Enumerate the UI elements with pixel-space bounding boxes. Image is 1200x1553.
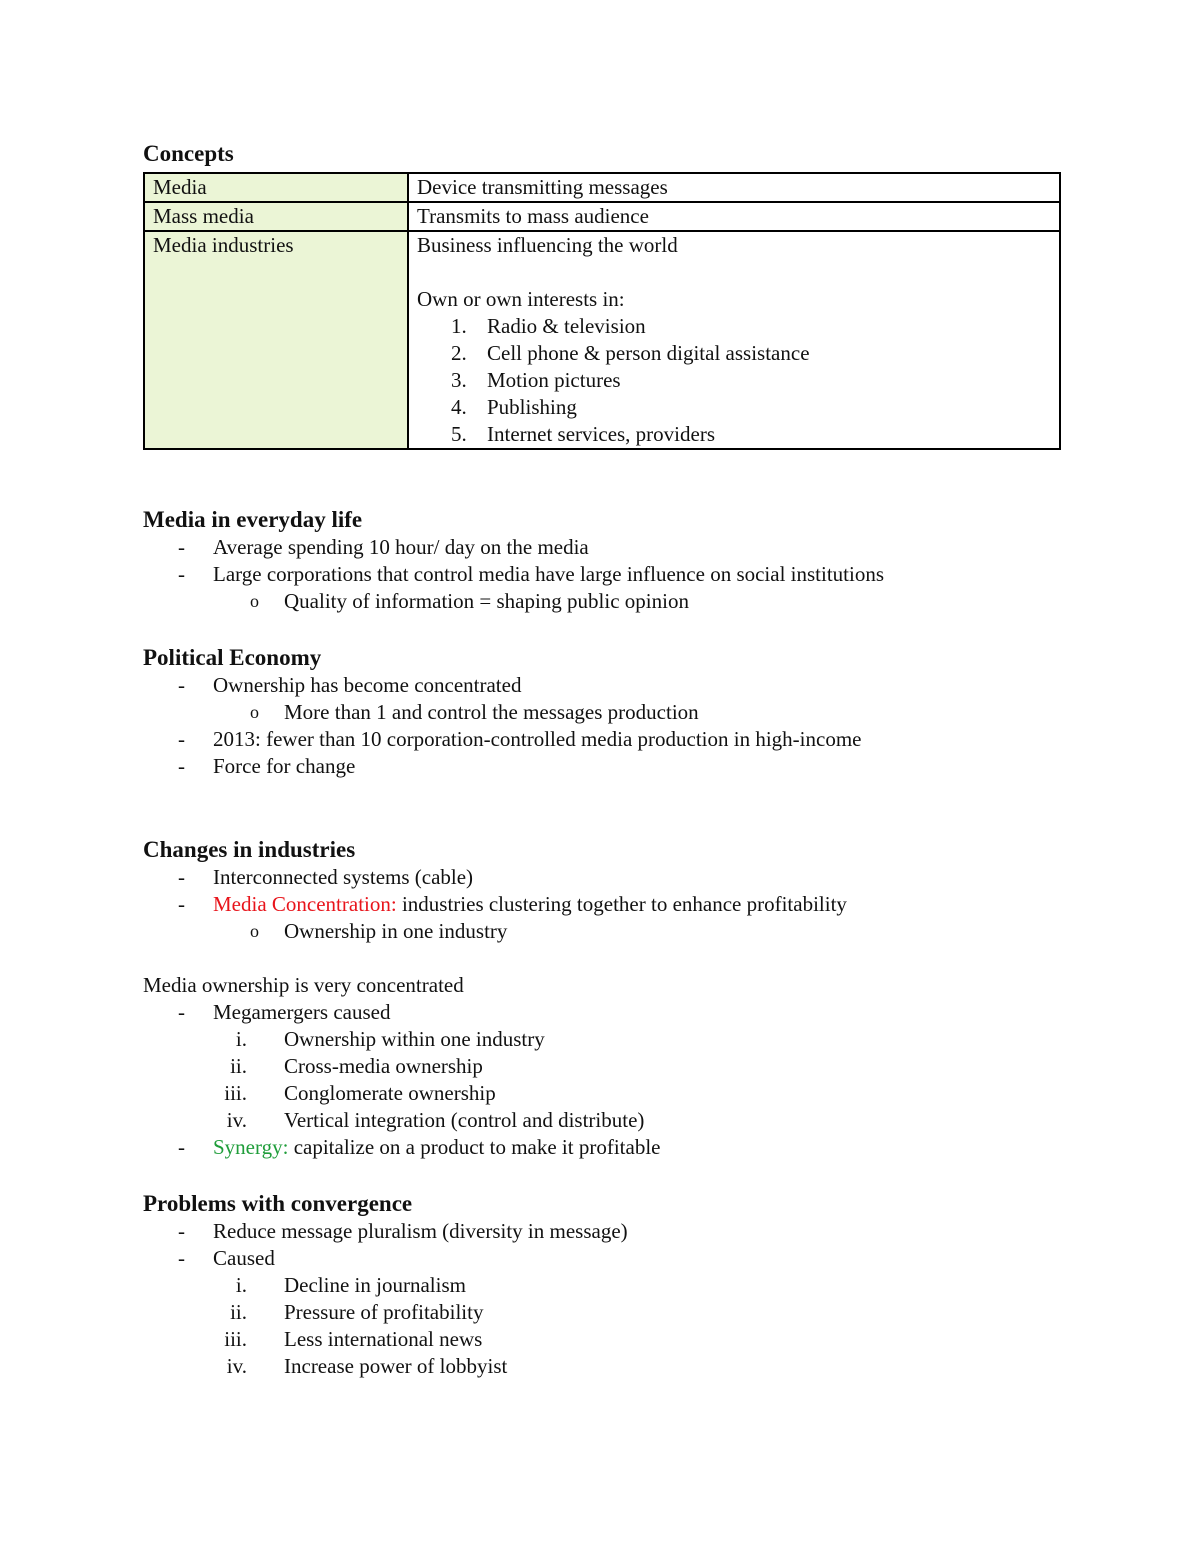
bullet-item: - Interconnected systems (cable) — [178, 865, 474, 889]
table-row — [144, 173, 1060, 202]
roman-item: i. Decline in journalism — [235, 1273, 466, 1297]
bullet-item: - 2013: fewer than 10 corporation-controlled media production in high-income — [178, 727, 862, 751]
bullet-item: - Synergy: capitalize on a product to make it profitable — [178, 1135, 661, 1159]
roman-item: iv. Vertical integration (control and distribute) — [226, 1108, 645, 1132]
sub-bullet-item: o More than 1 and control the messages production — [250, 700, 699, 724]
concepts-table — [143, 172, 1061, 450]
list-item: 3. Motion pictures — [451, 368, 621, 392]
roman-item: iv. Increase power of lobbyist — [226, 1354, 508, 1378]
bullet-item: - Megamergers caused — [178, 1000, 391, 1024]
definition-cell — [408, 231, 1060, 449]
bullet-item: - Large corporations that control media have large influence on social institutions — [178, 562, 885, 586]
roman-item: iii. Conglomerate ownership — [224, 1081, 496, 1105]
political-heading: Political Economy — [143, 645, 322, 670]
list-item: 5. Internet services, providers — [451, 422, 715, 446]
table-row — [144, 231, 1060, 449]
bullet-item: - Media Concentration: industries clustering together to enhance profitability — [178, 892, 847, 916]
term-cell: Media — [144, 173, 408, 202]
list-item: 4. Publishing — [451, 395, 577, 419]
everyday-heading: Media in everyday life — [143, 507, 363, 532]
roman-item: i. Ownership within one industry — [235, 1027, 545, 1051]
definition-text: Business influencing the world — [417, 233, 678, 257]
definition-cell: Device transmitting messages — [408, 173, 1060, 202]
term-cell: Mass media — [144, 202, 408, 231]
list-item: 2. Cell phone & person digital assistance — [451, 341, 810, 365]
table-row — [144, 202, 1060, 231]
roman-item: ii. Cross-media ownership — [230, 1054, 483, 1078]
highlighted-term: Media Concentration: — [213, 892, 397, 916]
changes-heading: Changes in industries — [143, 837, 356, 862]
sub-bullet-item: o Quality of information = shaping public opinion — [250, 589, 689, 613]
highlighted-term: Synergy: — [213, 1135, 289, 1159]
problems-heading: Problems with convergence — [143, 1191, 413, 1216]
bullet-item: - Reduce message pluralism (diversity in message) — [178, 1219, 628, 1243]
roman-item: ii. Pressure of profitability — [230, 1300, 484, 1324]
roman-item: iii. Less international news — [224, 1327, 483, 1351]
paragraph: Media ownership is very concentrated — [143, 973, 464, 997]
sub-bullet-item: o Ownership in one industry — [250, 919, 508, 943]
document-page — [143, 140, 1061, 1380]
bullet-item: - Caused — [178, 1246, 275, 1270]
bullet-item: - Force for change — [178, 754, 356, 778]
bullet-item: - Average spending 10 hour/ day on the media — [178, 535, 589, 559]
list-item: 1. Radio & television — [451, 314, 646, 338]
term-cell: Media industries — [144, 231, 408, 449]
interests-list — [417, 313, 1051, 448]
definition-cell: Transmits to mass audience — [408, 202, 1060, 231]
concepts-heading: Concepts — [143, 141, 234, 166]
bullet-item: - Ownership has become concentrated — [178, 673, 522, 697]
interests-intro: Own or own interests in: — [417, 287, 625, 311]
